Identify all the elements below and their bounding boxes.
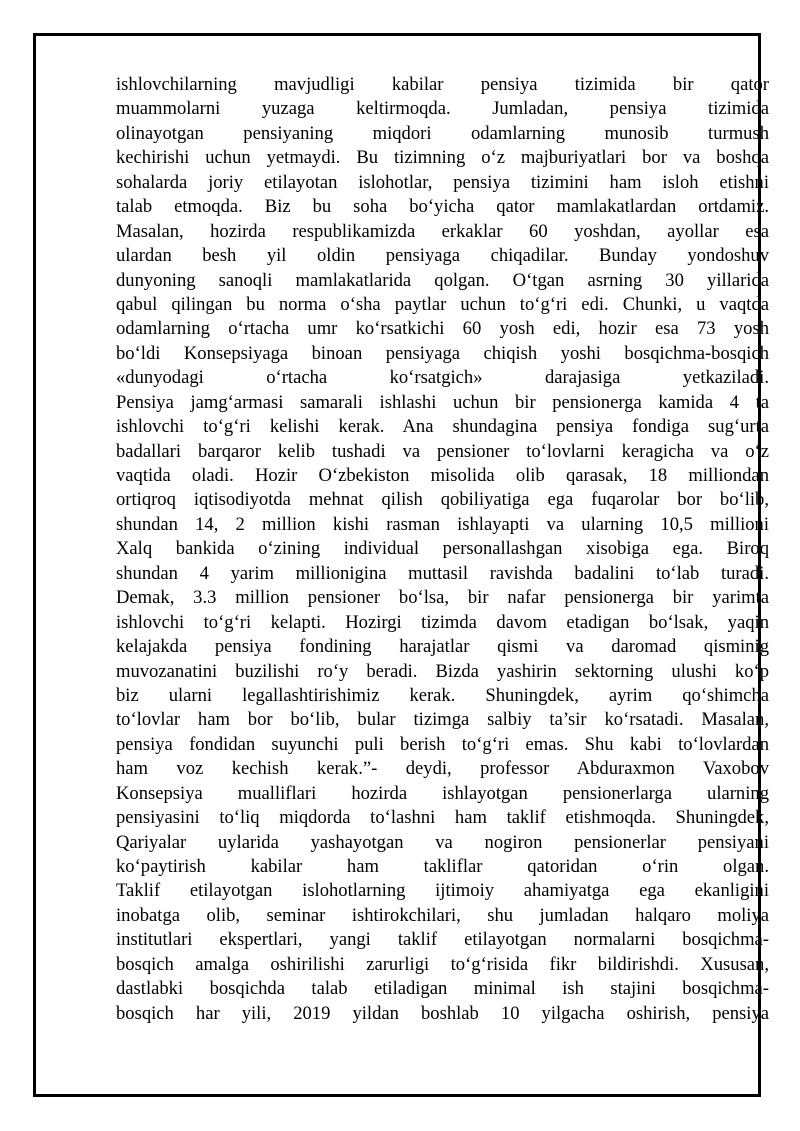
text-line: kelajakda pensiya fondining harajatlar qismi va daromad qisminig — [116, 636, 769, 658]
text-line: Masalan, hozirda respublikamizda erkaklar 60 yoshdan, ayollar esa — [116, 220, 769, 242]
text-line: pensiya fondidan suyunchi puli berish to‘g‘ri emas. Shu kabi to‘lovlardan — [116, 733, 769, 755]
text-line: Demak, 3.3 million pensioner bo‘lsa, bir nafar pensionerga bir yarimta — [116, 587, 769, 609]
text-line: olinayotgan pensiyaning miqdori odamlarning munosib turmush — [116, 122, 769, 144]
text-line: talab etmoqda. Biz bu soha bo‘yicha qator mamlakatlardan ortdamiz. — [116, 196, 769, 218]
text-line: qabul qilingan bu norma o‘sha paytlar uchun to‘g‘ri edi. Chunki, u vaqtda — [116, 293, 769, 315]
text-line: institutlari ekspertlari, yangi taklif etilayotgan normalarni bosqichma- — [116, 929, 769, 951]
text-line: odamlarning o‘rtacha umr ko‘rsatkichi 60 yosh edi, hozir esa 73 yosh — [116, 318, 769, 340]
document-body — [116, 73, 769, 1026]
text-line: muammolarni yuzaga keltirmoqda. Jumladan, pensiya tizimida — [116, 98, 769, 120]
text-line: ishlovchi to‘g‘ri kelishi kerak. Ana shundagina pensiya fondiga sug‘urta — [116, 416, 769, 438]
text-line: inobatga olib, seminar ishtirokchilari, shu jumladan halqaro moliya — [116, 904, 769, 926]
text-line: bosqich har yili, 2019 yildan boshlab 10 yilgacha oshirish, pensiya — [116, 1002, 769, 1024]
text-line: Qariyalar uylarida yashayotgan va nogiron pensionerlar pensiyani — [116, 831, 769, 853]
text-line: ham voz kechish kerak.”- deydi, professor Abduraxmon Vaxobov — [116, 758, 769, 780]
text-line: muvozanatini buzilishi ro‘y beradi. Bizda yashirin sektorning ulushi ko‘p — [116, 660, 769, 682]
text-line: Konsepsiya mualliflari hozirda ishlayotgan pensionerlarga ularning — [116, 782, 769, 804]
text-line: bo‘ldi Konsepsiyaga binoan pensiyaga chiqish yoshi bosqichma-bosqich — [116, 342, 769, 364]
text-line: kechirishi uchun yetmaydi. Bu tizimning o‘z majburiyatlari bor va boshqa — [116, 147, 769, 169]
text-line: vaqtida oladi. Hozir O‘zbekiston misolida olib qarasak, 18 milliondan — [116, 465, 769, 486]
text-line: dastlabki bosqichda talab etiladigan minimal ish stajini bosqichma- — [116, 978, 769, 1000]
text-line: sohalarda joriy etilayotan islohotlar, pensiya tizimini ham isloh etishni — [116, 171, 769, 193]
text-line: biz ularni legallashtirishimiz kerak. Shuningdek, ayrim qo‘shimcha — [116, 684, 769, 706]
text-line: shundan 4 yarim millionigina muttasil ravishda badalini to‘lab turadi. — [116, 562, 769, 584]
text-line: ortiqroq iqtisodiyotda mehnat qilish qobiliyatiga ega fuqarolar bor bo‘lib, — [116, 489, 769, 511]
text-line: «dunyodagi o‘rtacha ko‘rsatgich» darajasiga yetkaziladi. — [116, 367, 769, 389]
text-line: dunyoning sanoqli mamlakatlarida qolgan. O‘tgan asrning 30 yillarida — [116, 269, 769, 291]
text-line: pensiyasini to‘liq miqdorda to‘lashni ham taklif etishmoqda. Shuningdek, — [116, 807, 769, 829]
text-line: shundan 14, 2 million kishi rasman ishlayapti va ularning 10,5 millioni — [116, 513, 769, 535]
text-line: ko‘paytirish kabilar ham takliflar qatoridan o‘rin olgan. — [116, 856, 769, 877]
text-line: ishlovchilarning mavjudligi kabilar pensiya tizimida bir qator — [116, 74, 769, 95]
text-line: ishlovchi to‘g‘ri kelapti. Hozirgi tizimda davom etadigan bo‘lsak, yaqin — [116, 611, 769, 633]
text-line: Taklif etilayotgan islohotlarning ijtimoiy ahamiyatga ega ekanligini — [116, 880, 769, 902]
text-line: to‘lovlar ham bor bo‘lib, bular tizimga salbiy ta’sir ko‘rsatadi. Masalan, — [116, 709, 769, 731]
text-line: bosqich amalga oshirilishi zarurligi to‘g‘risida fikr bildirishdi. Xususan, — [116, 953, 769, 975]
text-line: ulardan besh yil oldin pensiyaga chiqadilar. Bunday yondoshuv — [116, 245, 769, 267]
text-line: Xalq bankida o‘zining individual personallashgan xisobiga ega. Biroq — [116, 538, 769, 560]
text-line: badallari barqaror kelib tushadi va pensioner to‘lovlarni keragicha va o‘z — [116, 440, 769, 462]
text-line: Pensiya jamg‘armasi samarali ishlashi uchun bir pensionerga kamida 4 ta — [116, 391, 769, 413]
